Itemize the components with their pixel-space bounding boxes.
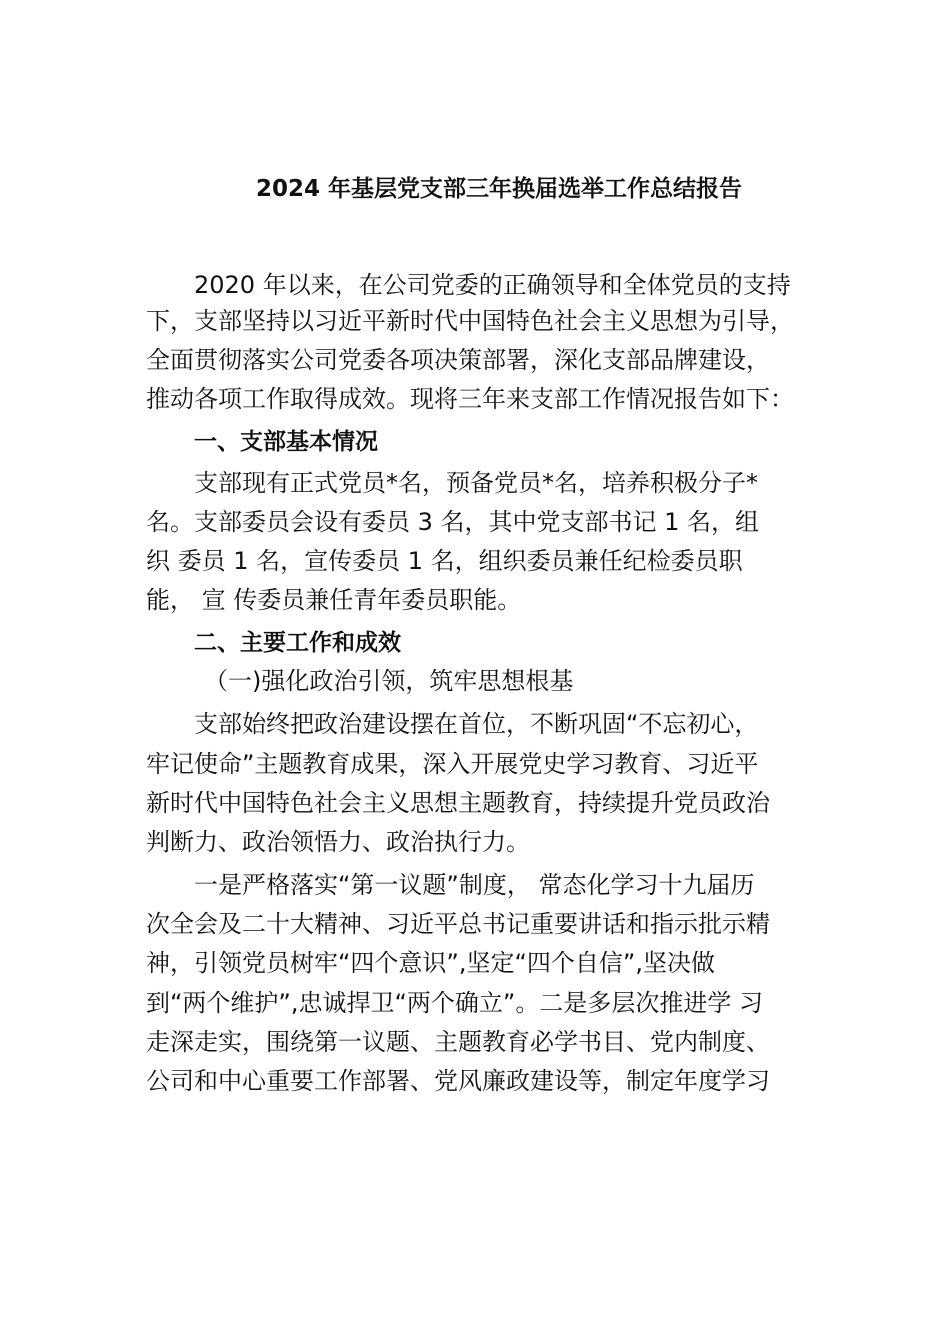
subsection-heading: （一)强化政治引领，筑牢思想根基 (204, 667, 574, 695)
paragraph-line: 下，支部坚持以习近平新时代中国特色社会主义思想为引导， (146, 307, 794, 335)
paragraph-line: 全面贯彻落实公司党委各项决策部署，深化支部品牌建设， (146, 346, 770, 374)
paragraph-line: 2020 年以来，在公司党委的正确领导和全体党员的支持 (194, 271, 791, 299)
paragraph-line: 支部现有正式党员*名，预备党员*名，培养积极分子* (194, 469, 758, 497)
paragraph-line: 次全会及二十大精神、习近平总书记重要讲话和指示批示精 (146, 910, 770, 938)
paragraph-line: 到“两个维护”,忠诚捍卫“两个确立”。二是多层次推进学 习 (146, 989, 763, 1017)
document-title: 2024 年基层党支部三年换届选举工作总结报告 (255, 176, 743, 202)
paragraph-line: 走深走实，围绕第一议题、主题教育必学书目、党内制度、 (146, 1028, 770, 1056)
paragraph-line: 能， 宣 传委员兼任青年委员职能。 (146, 586, 522, 614)
paragraph-line: 神，引领党员树牢“四个意识”,坚定“四个自信”,坚决做 (146, 949, 715, 977)
section-heading: 二、主要工作和成效 (194, 630, 401, 656)
paragraph-line: 判断力、政治领悟力、政治执行力。 (146, 828, 530, 856)
paragraph-line: 名。支部委员会设有委员 3 名，其中党支部书记 1 名，组 (146, 508, 760, 536)
section-heading: 一、支部基本情况 (194, 429, 378, 455)
paragraph-line: 支部始终把政治建设摆在首位，不断巩固“不忘初心， (194, 710, 759, 738)
paragraph-line: 牢记使命”主题教育成果，深入开展党史学习教育、习近平 (146, 750, 759, 778)
paragraph-line: 新时代中国特色社会主义思想主题教育，持续提升党员政治 (146, 789, 770, 817)
paragraph-line: 公司和中心重要工作部署、党风廉政建设等，制定年度学习 (146, 1067, 770, 1095)
paragraph-line: 织 委员 1 名，宣传委员 1 名，组织委员兼任纪检委员职 (146, 547, 743, 575)
paragraph-line: 推动各项工作取得成效。现将三年来支部工作情况报告如下： (146, 385, 794, 413)
paragraph-line: 一是严格落实“第一议题”制度， 常态化学习十九届历 (194, 871, 755, 899)
